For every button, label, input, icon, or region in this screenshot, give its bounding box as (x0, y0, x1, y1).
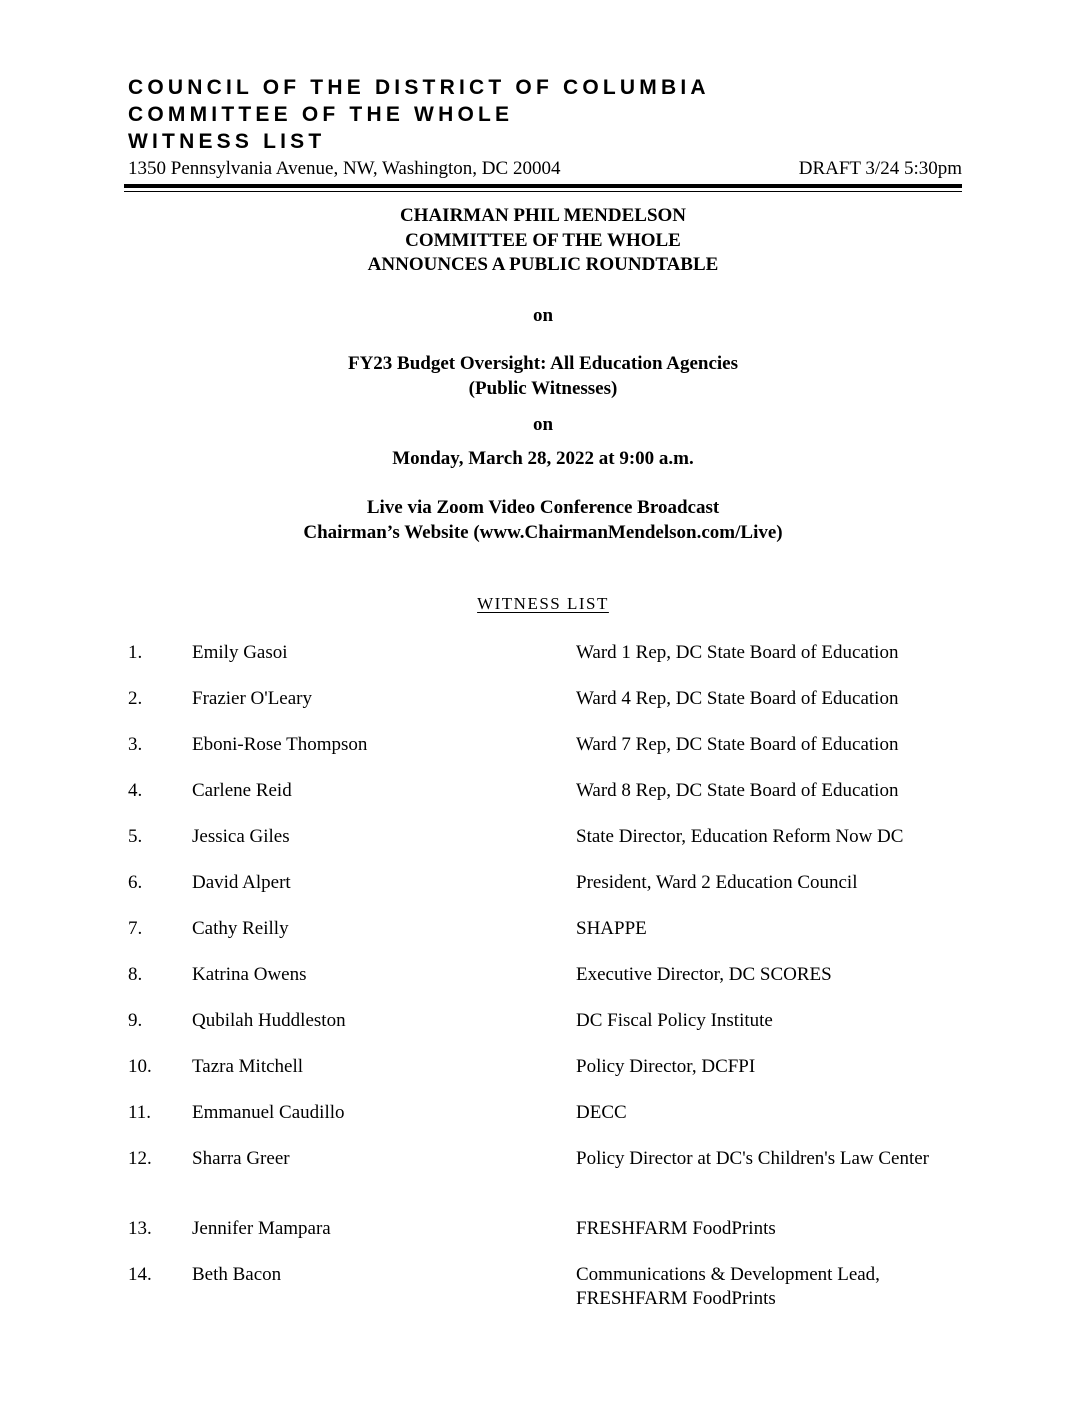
witness-number: 12. (128, 1148, 152, 1169)
witness-affiliation: Policy Director, DCFPI (576, 1056, 756, 1077)
witness-number: 8. (128, 964, 143, 985)
witness-row (128, 1101, 962, 1147)
topic-subtitle: (Public Witnesses) (468, 377, 618, 399)
witness-number: 14. (128, 1264, 152, 1285)
witness-name: Qubilah Huddleston (192, 1010, 346, 1031)
witness-number: 9. (128, 1010, 143, 1031)
witness-name: Tazra Mitchell (192, 1056, 304, 1077)
witness-affiliation: DC Fiscal Policy Institute (576, 1010, 773, 1031)
roundtable-topic (124, 352, 962, 401)
on-separator-2: on (532, 414, 554, 435)
witness-affiliation: State Director, Education Reform Now DC (576, 826, 904, 847)
witness-affiliation: DECC (576, 1102, 627, 1123)
witness-name: Emily Gasoi (192, 642, 288, 663)
witness-row (128, 1147, 962, 1217)
council-name: COUNCIL OF THE DISTRICT OF COLUMBIA (128, 76, 710, 99)
council-address: 1350 Pennsylvania Avenue, NW, Washington, DC 20004 (128, 158, 561, 179)
witness-name: Katrina Owens (192, 964, 307, 985)
witness-row (128, 963, 962, 1009)
header-rule-thick (124, 184, 962, 188)
witness-number: 7. (128, 918, 143, 939)
venue-line-2: Chairman’s Website (www.ChairmanMendelson.com/Live) (303, 521, 783, 543)
chairman-line: CHAIRMAN PHIL MENDELSON (399, 205, 687, 226)
roundtable-datetime: Monday, March 28, 2022 at 9:00 a.m. (392, 448, 694, 469)
witness-row (128, 871, 962, 917)
witness-row (128, 917, 962, 963)
topic-title: FY23 Budget Oversight: All Education Agencies (347, 353, 739, 374)
broadcast-venue (124, 496, 962, 545)
witness-affiliation: Ward 4 Rep, DC State Board of Education (576, 688, 899, 709)
witness-affiliation: Ward 1 Rep, DC State Board of Education (576, 642, 899, 663)
witness-row (128, 1263, 962, 1333)
address-row (128, 157, 962, 181)
witness-number: 11. (128, 1102, 152, 1123)
witness-row (128, 733, 962, 779)
witness-number: 5. (128, 826, 143, 847)
witness-number: 13. (128, 1218, 152, 1239)
witness-row (128, 687, 962, 733)
venue-line-1: Live via Zoom Video Conference Broadcast (366, 497, 720, 518)
witness-name: Beth Bacon (192, 1264, 282, 1285)
witness-number: 3. (128, 734, 143, 755)
witness-affiliation: Communications & Development Lead, FRESHFARM FoodPrints (576, 1264, 880, 1309)
witness-row (128, 825, 962, 871)
header-rule-thin (124, 191, 962, 192)
witness-row (128, 1217, 962, 1263)
witness-affiliation: Executive Director, DC SCORES (576, 964, 832, 985)
on-separator-1: on (532, 305, 554, 326)
witness-name: Frazier O'Leary (192, 688, 312, 709)
witness-list (128, 641, 962, 1333)
witness-name: Jennifer Mampara (192, 1218, 331, 1239)
witness-number: 1. (128, 642, 143, 663)
letterhead (128, 74, 962, 181)
witness-name: Emmanuel Caudillo (192, 1102, 345, 1123)
witness-row (128, 779, 962, 825)
witness-affiliation: President, Ward 2 Education Council (576, 872, 858, 893)
witness-row (128, 641, 962, 687)
witness-number: 10. (128, 1056, 152, 1077)
witness-affiliation: FRESHFARM FoodPrints (576, 1218, 776, 1239)
witness-name: David Alpert (192, 872, 291, 893)
draft-stamp: DRAFT 3/24 5:30pm (798, 158, 962, 179)
witness-list-title (124, 594, 962, 614)
witness-name: Cathy Reilly (192, 918, 289, 939)
witness-affiliation: Ward 8 Rep, DC State Board of Education (576, 780, 899, 801)
witness-affiliation: SHAPPE (576, 918, 647, 939)
witness-name: Carlene Reid (192, 780, 292, 801)
witness-number: 2. (128, 688, 143, 709)
committee-name: COMMITTEE OF THE WHOLE (128, 103, 514, 126)
witness-name: Eboni-Rose Thompson (192, 734, 368, 755)
announces-line: ANNOUNCES A PUBLIC ROUNDTABLE (367, 254, 719, 275)
announcement-heading (124, 204, 962, 278)
witness-name: Sharra Greer (192, 1148, 290, 1169)
witness-row (128, 1055, 962, 1101)
witness-number: 4. (128, 780, 143, 801)
committee-line: COMMITTEE OF THE WHOLE (405, 229, 681, 251)
witness-affiliation: Ward 7 Rep, DC State Board of Education (576, 734, 899, 755)
witness-list-title-text: WITNESS LIST (477, 594, 609, 613)
witness-name: Jessica Giles (192, 826, 290, 847)
document-type: WITNESS LIST (128, 130, 326, 153)
witness-row (128, 1009, 962, 1055)
witness-affiliation: Policy Director at DC's Children's Law Center (576, 1148, 929, 1169)
witness-number: 6. (128, 872, 143, 893)
